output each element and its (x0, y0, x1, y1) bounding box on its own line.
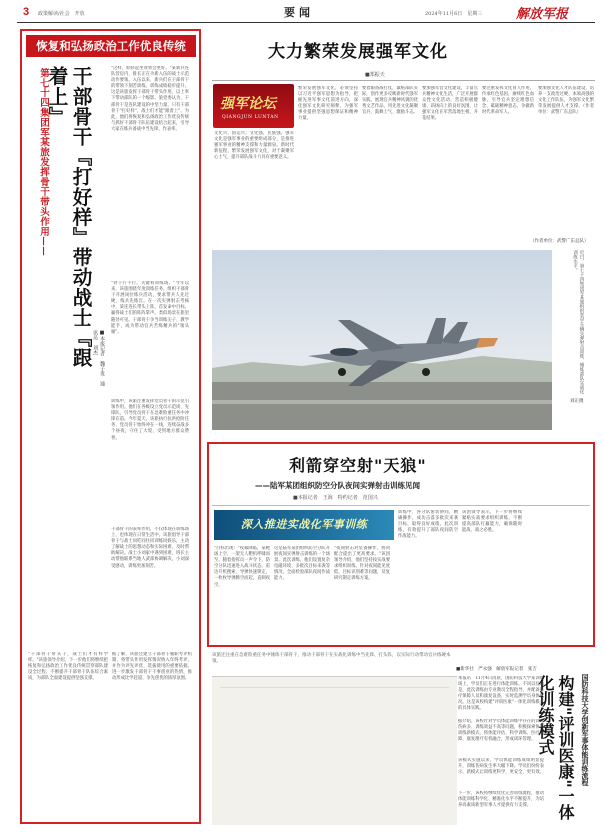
feature-column-3: "夜间射击对装备操作、协同配合提出了更高要求。"该团领导介绍，他们坚持按实战要求组织训练，针对夜间能见度低、目标识别难等问题，反复研究制定训练方案。 (334, 546, 390, 582)
left-story-byline: ■本报记者 魏子贵 通讯员 刘杰 (92, 330, 105, 386)
bottom-story-column-2: 据介绍，该校针对学员体能训练中存在的训练伤病多、训练效益不高等问题，积极探索体能训练新模式，将体能评估、科学训练、医疗保障、康复理疗有机融合，形成闭环管理。 (458, 719, 544, 743)
left-story-column-6: 据了解，该旅还建立干部骨干履职考评机制，将带头作用发挥情况纳入年终考评，并作为评先评优、选拔使用的重要依据，进一步激发干部骨干干事创业的热情，推动形成比学赶超、争先创优的浓厚氛围。 (112, 652, 192, 682)
feature-subtitle: ——陆军某团组织防空分队夜间实弹射击训练见闻 (255, 481, 420, 490)
left-story-column-4: 干部骨干的表率作用，不仅体现在训练场上，也体现在日常生活中。该旅倡导干部骨干与战士同吃同住同训练同娱乐，主动了解战士的思想动态和实际困难，及时帮助解决。战士小刘家中遇到困难，班长主动帮他联系当地人武部协调解决，小刘深受感动，训练更加刻苦。 (111, 527, 189, 569)
feature-divider (212, 505, 590, 506)
feature-column-1: "目标出现！"夜幕降临，某靶场上空，一架无人靶机呼啸而至。随着指挥员一声令下，防空分队迅速进入战斗状态，雷达开机搜索、导弹快速锁定，一枚枚导弹腾空而起，直刺夜空。 (214, 546, 270, 588)
commentary-column-3: 要着眼备战打仗，紧贴部队实际，创作更多反映新时代强军实践、展现官兵精神风貌的优秀文艺作品，用先进文化凝聚官兵、鼓舞士气、激励斗志。 (362, 86, 418, 116)
commentary-column-1: 文化兴，国运兴；文化强，民族强。强军文化是强军事业的重要组成部分，是推进强军事业的精神支撑和力量源泉。新时代新征程，繁荣发展强军文化，对于凝聚军心士气、提升部队战斗力具有重要意义。 (214, 131, 294, 161)
feature-title: 利箭穿空射"天狼" (289, 456, 427, 475)
commentary-byline: ■郑振天 (365, 72, 385, 78)
commentary-badge-title: 强军论坛 (220, 96, 276, 112)
bottom-story-title: 构建"评训医康"一体化训练模式 (536, 675, 575, 820)
feature-column-4: 训练中，各分队密切协同，精确操作，成功击落多批次来袭目标，取得良好成绩。此次训练，有效提升了部队夜间防空作战能力。 (398, 510, 458, 540)
photo-credit: 刘正摄 (570, 399, 584, 404)
masthead-rule (17, 22, 595, 23)
feature-column-5: 该团领导表示，下一步将继续紧贴实战要求组织训练，不断提高部队打赢能力，确保随时能战、战之必胜。 (462, 510, 522, 534)
header-date: 2024年11月6日 星期三 (425, 11, 483, 17)
bottom-story-kicker: 国防科技大学创新军事体能训练流程 (581, 674, 589, 786)
commentary-column-5: 要注重发挥文化育人作用，传承红色基因，赓续红色血脉，引导官兵坚定理想信念、砥砺精神意志，争做新时代革命军人。 (482, 86, 534, 116)
commentary-badge (213, 84, 294, 128)
aircraft-photo (212, 250, 552, 430)
feature-column-2: 这是陆军某团组织防空分队开展夜间实弹射击训练的一个场景。此次训练，他们设置复杂电磁环境、多批次目标来袭等情况，全面检验部队夜间作战能力。 (274, 546, 330, 582)
bottom-story-column-4: 下一步，该校将继续优化完善训练流程，推动体能训练科学化、精准化水平不断提升，为培养高素质新型军事人才提供有力支撑。 (458, 791, 544, 809)
section-left-label: 政策解读/社会 开放 (38, 11, 85, 17)
page-number: 3 (23, 6, 30, 18)
commentary-column-4: 要加强军营文化建设，丰富官兵精神文化生活，广泛开展群众性文化活动，营造积极健康、昂扬向上的良好氛围，让强军文化在军营落地生根、开花结果。 (422, 86, 478, 122)
commentary-badge-subtitle: QIANGJUN LUNTAN (222, 115, 279, 120)
feature-banner: 深入推进实战化军事训练 (214, 510, 394, 540)
section-title: 要闻 (284, 6, 314, 19)
left-story-column-5: "干部骨干带头干，战士们才有样学样。"该旅领导介绍，下一步他们将继续把恢复和弘扬政治工作优良传统贯穿部队建设全过程，不断提升干部骨干队伍综合素质，为部队全面建设提供坚强支撑。 (28, 652, 108, 682)
commentary-signature: （作者单位：武警广东总队） (530, 239, 589, 244)
left-story-column-3: 训练中，该旅注重发挥党员骨干的示范引领作用。他们在各级设立党员示范岗、先锋队，引导党员骨干在急难险重任务中冲锋在前。今年夏天，该旅执行抗洪抢险任务，党员骨干始终冲在一线，连续奋战多个昼夜，守住了大堤，受到地方群众赞誉。 (111, 399, 189, 441)
commentary-column-6: 要加强文化人才队伍建设，培养一支政治过硬、本领高强的文化工作队伍，为强军文化繁荣发展提供人才支撑。（作者单位：武警广东总队） (538, 86, 594, 116)
commentary-divider (212, 80, 595, 81)
left-story-kicker: 第七十四集团军某旅发挥骨干带头作用—— (38, 68, 49, 257)
left-story-banner: 恢复和弘扬政治工作优良传统 (26, 35, 196, 57)
commentary-title: 大力繁荣发展强军文化 (268, 42, 448, 62)
photo-caption-vertical: 近日，第七十四集团军某旅组织装甲车辆实弹射击训练，锤炼部队实战化训练水平。 (572, 250, 584, 394)
left-story-column-1: "这样，仰卧起坐效果会更好。"某新兵连队营房内，排长正在为新入伍的战士示范动作要领。入伍以来，新兵们在干部骨干的带领下刻苦训练，训练成绩稳步提升。这是该旅发挥干部骨干带头作用、以上率下带动部队的一个缩影。旅党委认为，干部骨干是连队建设的中坚力量，只有干部骨干"打好样"，战士们才能"跟着上"。为此，他们将恢复和弘扬政治工作优良传统与抓好干部骨干队伍建设结合起来，引导大家在练兵备战中当先锋、作表率。 (111, 66, 189, 132)
bottom-story-dateline: ■新华社 严永强 解放军报记者 张吉 (456, 667, 537, 672)
left-story-headline: 干部骨干『打好样』带动战士『跟着上』 (45, 66, 92, 368)
bottom-note: 该旅还注重在急难险重任务中锤炼干部骨干，推动干部骨干在实战化训练中当先锋、打头阵，以实际行动带动官兵练硬本领。 (212, 653, 451, 665)
newspaper-logo: 解放军报 (516, 7, 569, 22)
page-masthead (0, 0, 605, 26)
left-story-column-2: "骨干行不行，关键看训练场。"今年以来，该旅围绕年度训练任务，组织干部骨干开展岗位练兵活动，要求带兵人先过硬，练兵先练官。在一次实弹射击考核中，某连连长带头上阵，首发命中目标，赢得战士们的阵阵掌声。类似场景在旅里随处可见。干部骨干争当训练尖子、教学能手，成为带动官兵苦练精兵的"领头雁"。 (111, 281, 189, 335)
bottom-story-column-3: 该模式实施以来，学员体能训练成绩明显提升，训练伤病发生率大幅下降。学员们纷纷表示，新模式让训练更科学、更安全、更有效。 (458, 758, 544, 776)
feature-byline: ■本报记者 王海 特约记者 范国兴 (293, 495, 378, 501)
bottom-story-column-1: 本报讯 11月4日清晨，国防科技大学某训练场上，学员们正在进行体能训练。不同以往的是，此次训练由专业教员全程指导，并配备医疗保障人员和康复设备，实时监测学员身体状况。这是该校构建"评训医康"一体化训练模式的具体实践。 (458, 676, 544, 712)
bottom-photo (212, 676, 457, 824)
commentary-column-2: 繁荣发展强军文化，必须坚持以习近平强军思想为指导，把握先进军事文化前进方向，深化强军文化研究阐释，为强军事业提供坚强思想保证和精神力量。 (298, 86, 358, 122)
